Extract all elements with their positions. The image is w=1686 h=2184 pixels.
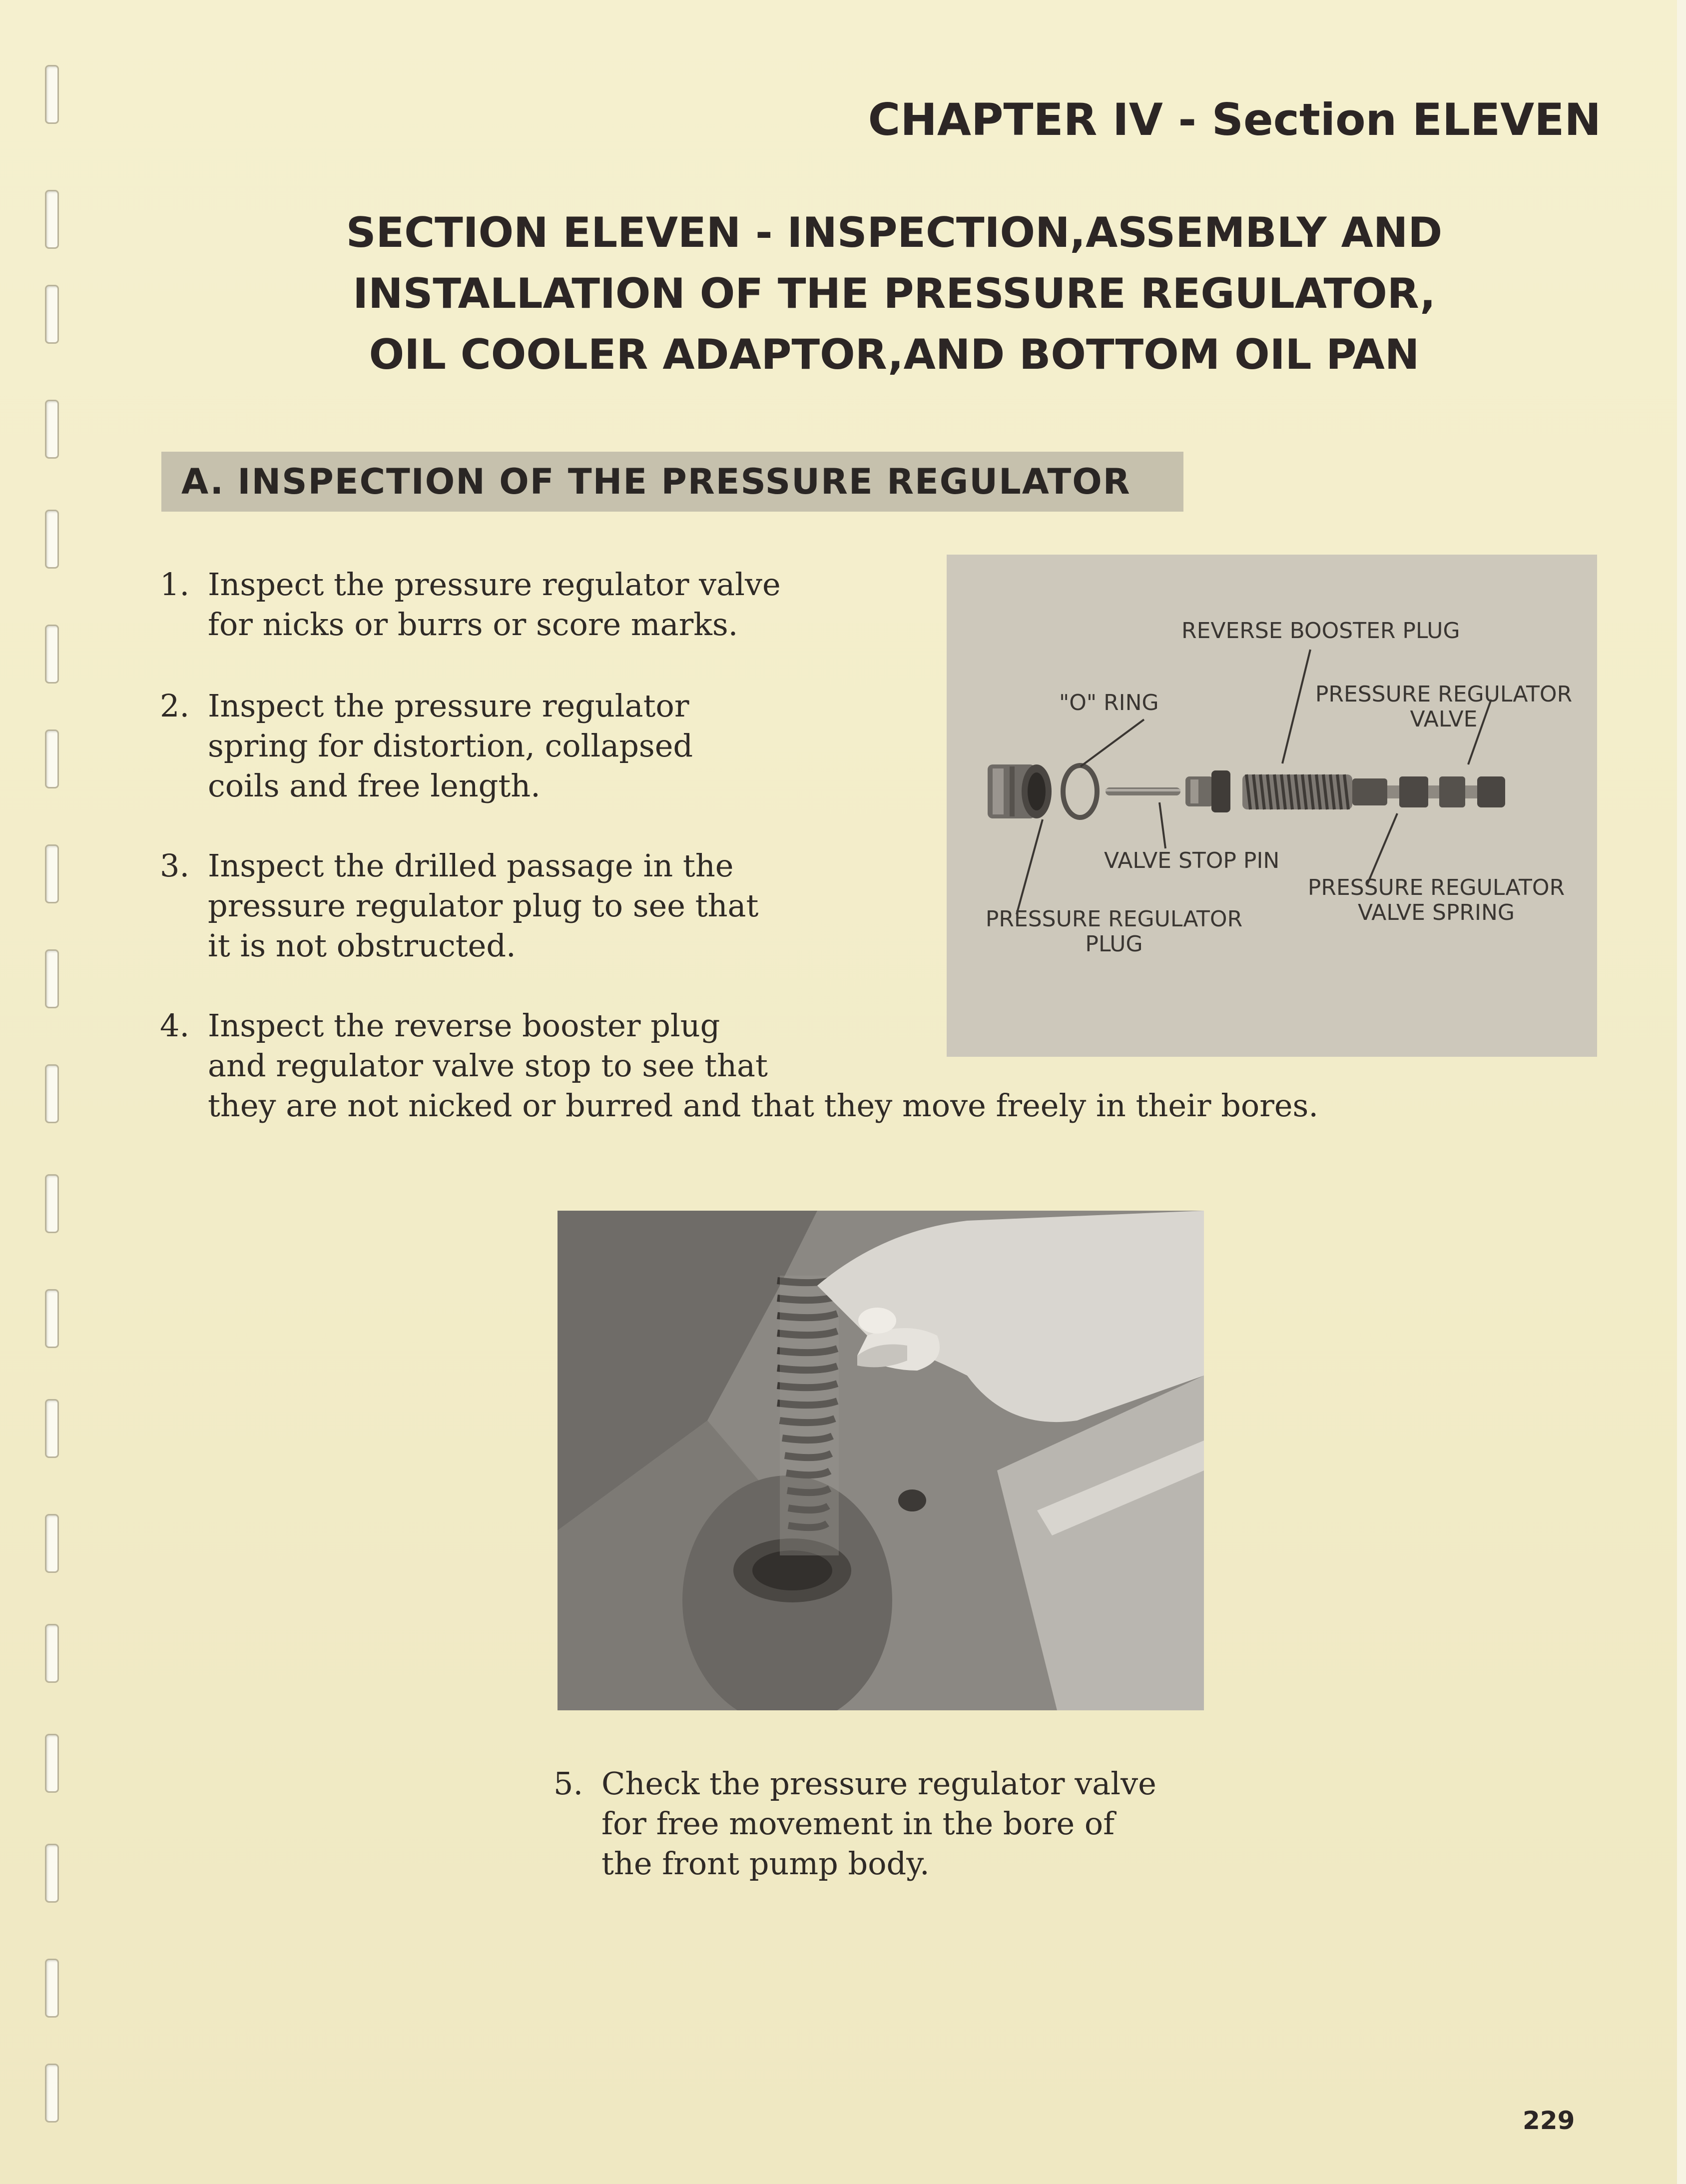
- binder-hole: [45, 1289, 59, 1348]
- caption-text: [601, 1764, 1208, 1884]
- label-line: PRESSURE REGULATOR: [1315, 682, 1573, 707]
- step-line: coils and free length.: [208, 767, 541, 804]
- label-line: VALVE SPRING: [1358, 900, 1515, 925]
- label-o-ring: "O" RING: [1059, 690, 1159, 716]
- binder-hole: [45, 510, 59, 569]
- binder-hole: [45, 844, 59, 903]
- binder-hole: [45, 1734, 59, 1793]
- binder-hole: [45, 729, 59, 788]
- step-text: [208, 846, 814, 966]
- step-number: 1.: [160, 566, 190, 603]
- binder-hole: [45, 625, 59, 684]
- step-number: 3.: [160, 847, 190, 884]
- section-title: [320, 202, 1469, 385]
- label-line: PLUG: [1085, 931, 1143, 957]
- binder-hole: [45, 400, 59, 459]
- binder-hole: [45, 1844, 59, 1903]
- label-pressure-regulator-valve: [1309, 682, 1579, 732]
- label-pressure-regulator-plug: [982, 907, 1246, 957]
- label-line: VALVE: [1410, 707, 1478, 732]
- binder-hole: [45, 1174, 59, 1233]
- step-text: [208, 565, 814, 645]
- binder-holes: [39, 65, 69, 2114]
- step-number: 5.: [554, 1765, 583, 1802]
- regulator-plug-part: [988, 764, 1052, 818]
- o-ring-part: [1063, 765, 1097, 817]
- caption-line: the front pump body.: [601, 1845, 930, 1882]
- valve-stop-pin-part: [1106, 787, 1180, 795]
- binder-hole: [45, 1514, 59, 1573]
- step-line: Inspect the reverse booster plug: [208, 1007, 720, 1044]
- pump-body-photo-illustration: [558, 1211, 1204, 1710]
- step-line: for nicks or burrs or score marks.: [208, 606, 738, 643]
- regulator-valve-part: [1352, 776, 1505, 807]
- caption-line: for free movement in the bore of: [601, 1805, 1115, 1842]
- binder-hole: [45, 285, 59, 344]
- binder-hole: [45, 1399, 59, 1458]
- binder-hole: [45, 190, 59, 249]
- label-pressure-regulator-valve-spring: [1296, 875, 1576, 925]
- section-title-line: OIL COOLER ADAPTOR,AND BOTTOM OIL PAN: [369, 330, 1420, 379]
- chapter-header: CHAPTER IV - Section ELEVEN: [868, 94, 1601, 145]
- label-line: PRESSURE REGULATOR: [985, 906, 1243, 932]
- page-number: 229: [1523, 2106, 1575, 2135]
- reverse-booster-plug-part: [1185, 770, 1230, 812]
- step-line: spring for distortion, collapsed: [208, 728, 693, 764]
- step-line: Inspect the pressure regulator valve: [208, 566, 781, 603]
- step-line: it is not obstructed.: [208, 927, 516, 964]
- binder-hole: [45, 2064, 59, 2123]
- section-title-line: SECTION ELEVEN - INSPECTION,ASSEMBLY AND: [346, 208, 1443, 257]
- step-line: and regulator valve stop to see that: [208, 1047, 768, 1084]
- label-reverse-booster-plug: REVERSE BOOSTER PLUG: [1181, 618, 1460, 644]
- caption-line: Check the pressure regulator valve: [601, 1765, 1156, 1802]
- section-title-line: INSTALLATION OF THE PRESSURE REGULATOR,: [353, 269, 1436, 318]
- binder-hole: [45, 65, 59, 124]
- pump-body-photo: [558, 1211, 1204, 1710]
- step-line: Inspect the pressure regulator: [208, 688, 689, 724]
- page-edge: [1677, 0, 1686, 2184]
- label-line: PRESSURE REGULATOR: [1307, 875, 1565, 900]
- binder-hole: [45, 1959, 59, 2018]
- label-valve-stop-pin: VALVE STOP PIN: [1104, 848, 1280, 873]
- binder-hole: [45, 1624, 59, 1683]
- binder-hole: [45, 949, 59, 1008]
- subsection-heading: A. INSPECTION OF THE PRESSURE REGULATOR: [161, 452, 1183, 512]
- step-line: they are not nicked or burred and that they move freely in their bores.: [208, 1087, 1319, 1124]
- parts-diagram: [947, 555, 1597, 1057]
- step-number: 4.: [160, 1007, 190, 1044]
- step-line: pressure regulator plug to see that: [208, 887, 759, 924]
- step-text: [208, 686, 814, 806]
- step-line: Inspect the drilled passage in the: [208, 847, 734, 884]
- binder-hole: [45, 1064, 59, 1123]
- step-number: 2.: [160, 688, 190, 724]
- valve-spring-part: [1242, 774, 1352, 809]
